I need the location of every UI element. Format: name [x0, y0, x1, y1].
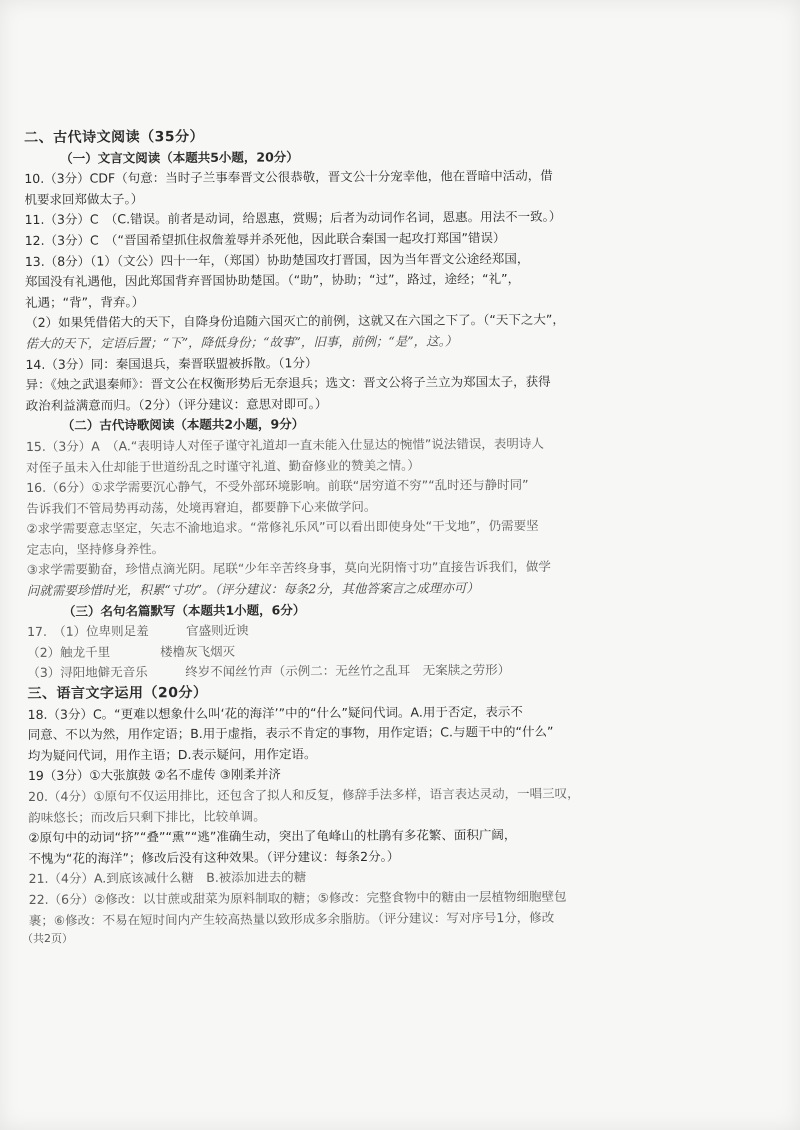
- answer-line: （2）如果凭借偌大的天下，自降身份追随六国灭亡的前例，这就又在六国之下了。（“天下之大”，: [25, 312, 565, 331]
- answer-line: 对侄子虽未入仕却能于世道纷乱之时谨守礼道、勤奋修业的赞美之情。）: [26, 457, 420, 475]
- answer-line: 10.（3分）CDF（句意：当时子兰事奉晋文公很恭敬，晋文公十分宠幸他，他在晋暗中活动，借: [24, 167, 553, 187]
- answer-line: 16.（6分）①求学需要沉心静气，不受外部环境影响。前联“居穷道不穷”“乱时还与静时同”: [26, 477, 529, 496]
- answer-line: 郑国没有礼遇他，因此郑国背弃晋国协助楚国。（“助”，协助；“过”，路过，途经；“礼”，: [24, 271, 521, 290]
- answer-line: 22.（6分）②修改：以甘蔗或甜菜为原料制取的糖；⑤修改：完整食物中的糖由一层植物细胞壁包: [28, 888, 567, 907]
- answer-line: 12.（3分）C （“晋国希望抓住叔詹羞辱并杀死他，因此联合秦国一起攻打郑国”错误）: [24, 230, 506, 248]
- answer-line: 定志向，坚持修身养性。: [26, 541, 165, 557]
- answer-line: 18.（3分）C。“更难以想象什么叫‘花的海洋’”中的“什么”疑问代词。A.用于否定，表示不: [27, 703, 523, 722]
- page-count: （共2页）: [22, 932, 73, 945]
- answer-line: 告诉我们不管局势再动荡，处境再窘迫，都要静下心来做学问。: [26, 498, 377, 516]
- answer-line: 裹；⑥修改：不易在短时间内产生较高热量以致形成多余脂肪。（评分建议：写对序号1分，修改: [28, 909, 555, 928]
- answer-line: 21.（4分）A.到底该减什么糖 B.被添加进去的糖: [28, 869, 307, 887]
- answer-line: 机要求回郑做太子。）: [24, 191, 144, 207]
- answer-line: 14.（3分）同：秦国退兵，秦晋联盟被拆散。（1分）: [25, 354, 318, 372]
- answer-line: 礼遇；“背”，背弃。）: [25, 294, 145, 310]
- answer-line: 政治利益满意而归。（2分）（评分建议：意思对即可。）: [25, 395, 328, 413]
- section-heading: 三、语言文字运用（20分）: [27, 684, 208, 703]
- answer-line: 19（3分）①大张旗鼓 ②名不虚传 ③刚柔并济: [27, 766, 281, 784]
- answer-line: 15.（3分）A （A.“表明诗人对侄子谨守礼道却一直未能入仕显达的惋惜”说法错误，表明诗人: [25, 435, 544, 454]
- answer-line: 异：《烛之武退秦师》：晋文公在权衡形势后无奈退兵；选文：晋文公将子兰立为郑国太子，获得: [25, 373, 551, 393]
- answer-line: 偌大的天下，定语后置；“下”，降低身份；“故事”，旧事，前例；“是”，这。）: [25, 333, 458, 351]
- answer-line: 20.（4分）①原句不仅运用排比，还包含了拟人和反复，修辞手法多样，语言表达灵动，一唱三叹，: [28, 785, 580, 804]
- subsection-heading: （一）文言文阅读（本题共5小题，20分）: [60, 148, 299, 166]
- answer-line: （3）浔阳地僻无音乐 终岁不闻丝竹声（示例二：无丝竹之乱耳 无案牍之劳形）: [27, 662, 511, 681]
- answer-line: 不愧为“花的海洋”；修改后没有这种效果。（评分建议：每条2分。）: [28, 848, 400, 866]
- answer-line: 13.（8分）（1）（文公）四十一年，（郑国）协助楚国攻打晋国，因为当年晋文公途经郑国，: [24, 250, 530, 269]
- answer-line: 同意、不以为然，用作定语；B.用于虚指，表示不肯定的事物，用作定语；C.与题干中的“什么”: [27, 723, 554, 743]
- answer-line: 韵味悠长；而改后只剩下排比，比较单调。: [28, 808, 266, 825]
- answer-line: ②原句中的动词“挤”“叠”“熏”“逃”准确生动，突出了龟峰山的杜鹃有多花繁、面积广阔，: [28, 827, 517, 846]
- section-heading: 二、古代诗文阅读（35分）: [24, 128, 205, 146]
- subsection-heading: （三）名句名篇默写（本题共1小题，6分）: [62, 601, 306, 619]
- answer-line: 问就需要珍惜时光，积累“寸功”。（评分建议：每条2分，其他答案言之成理亦可）: [26, 580, 479, 599]
- answer-line: 17. （1）位卑则足羞 官盛则近谀: [27, 622, 249, 640]
- answer-line: ③求学需要勤奋，珍惜点滴光阴。尾联“少年辛苦终身事，莫向光阴惰寸功”直接告诉我们，做学: [26, 559, 551, 578]
- answer-line: 均为疑问代词，用作主语；D.表示疑问，用作定语。: [27, 746, 317, 763]
- answer-line: （2）触龙千里 楼橹灰飞烟灭: [27, 643, 236, 660]
- subsection-heading: （二）古代诗歌阅读（本题共2小题，9分）: [61, 416, 305, 434]
- answer-document: [24, 123, 797, 931]
- answer-line: 11.（3分）C （C.错误。前者是动词，给恩惠，赏赐；后者为动词作名词，恩惠。用法不一致。）: [24, 209, 562, 228]
- answer-line: ②求学需要意志坚定，矢志不渝地追求。“常修礼乐风”可以看出即使身处“干戈地”，仍需要坚: [26, 518, 539, 537]
